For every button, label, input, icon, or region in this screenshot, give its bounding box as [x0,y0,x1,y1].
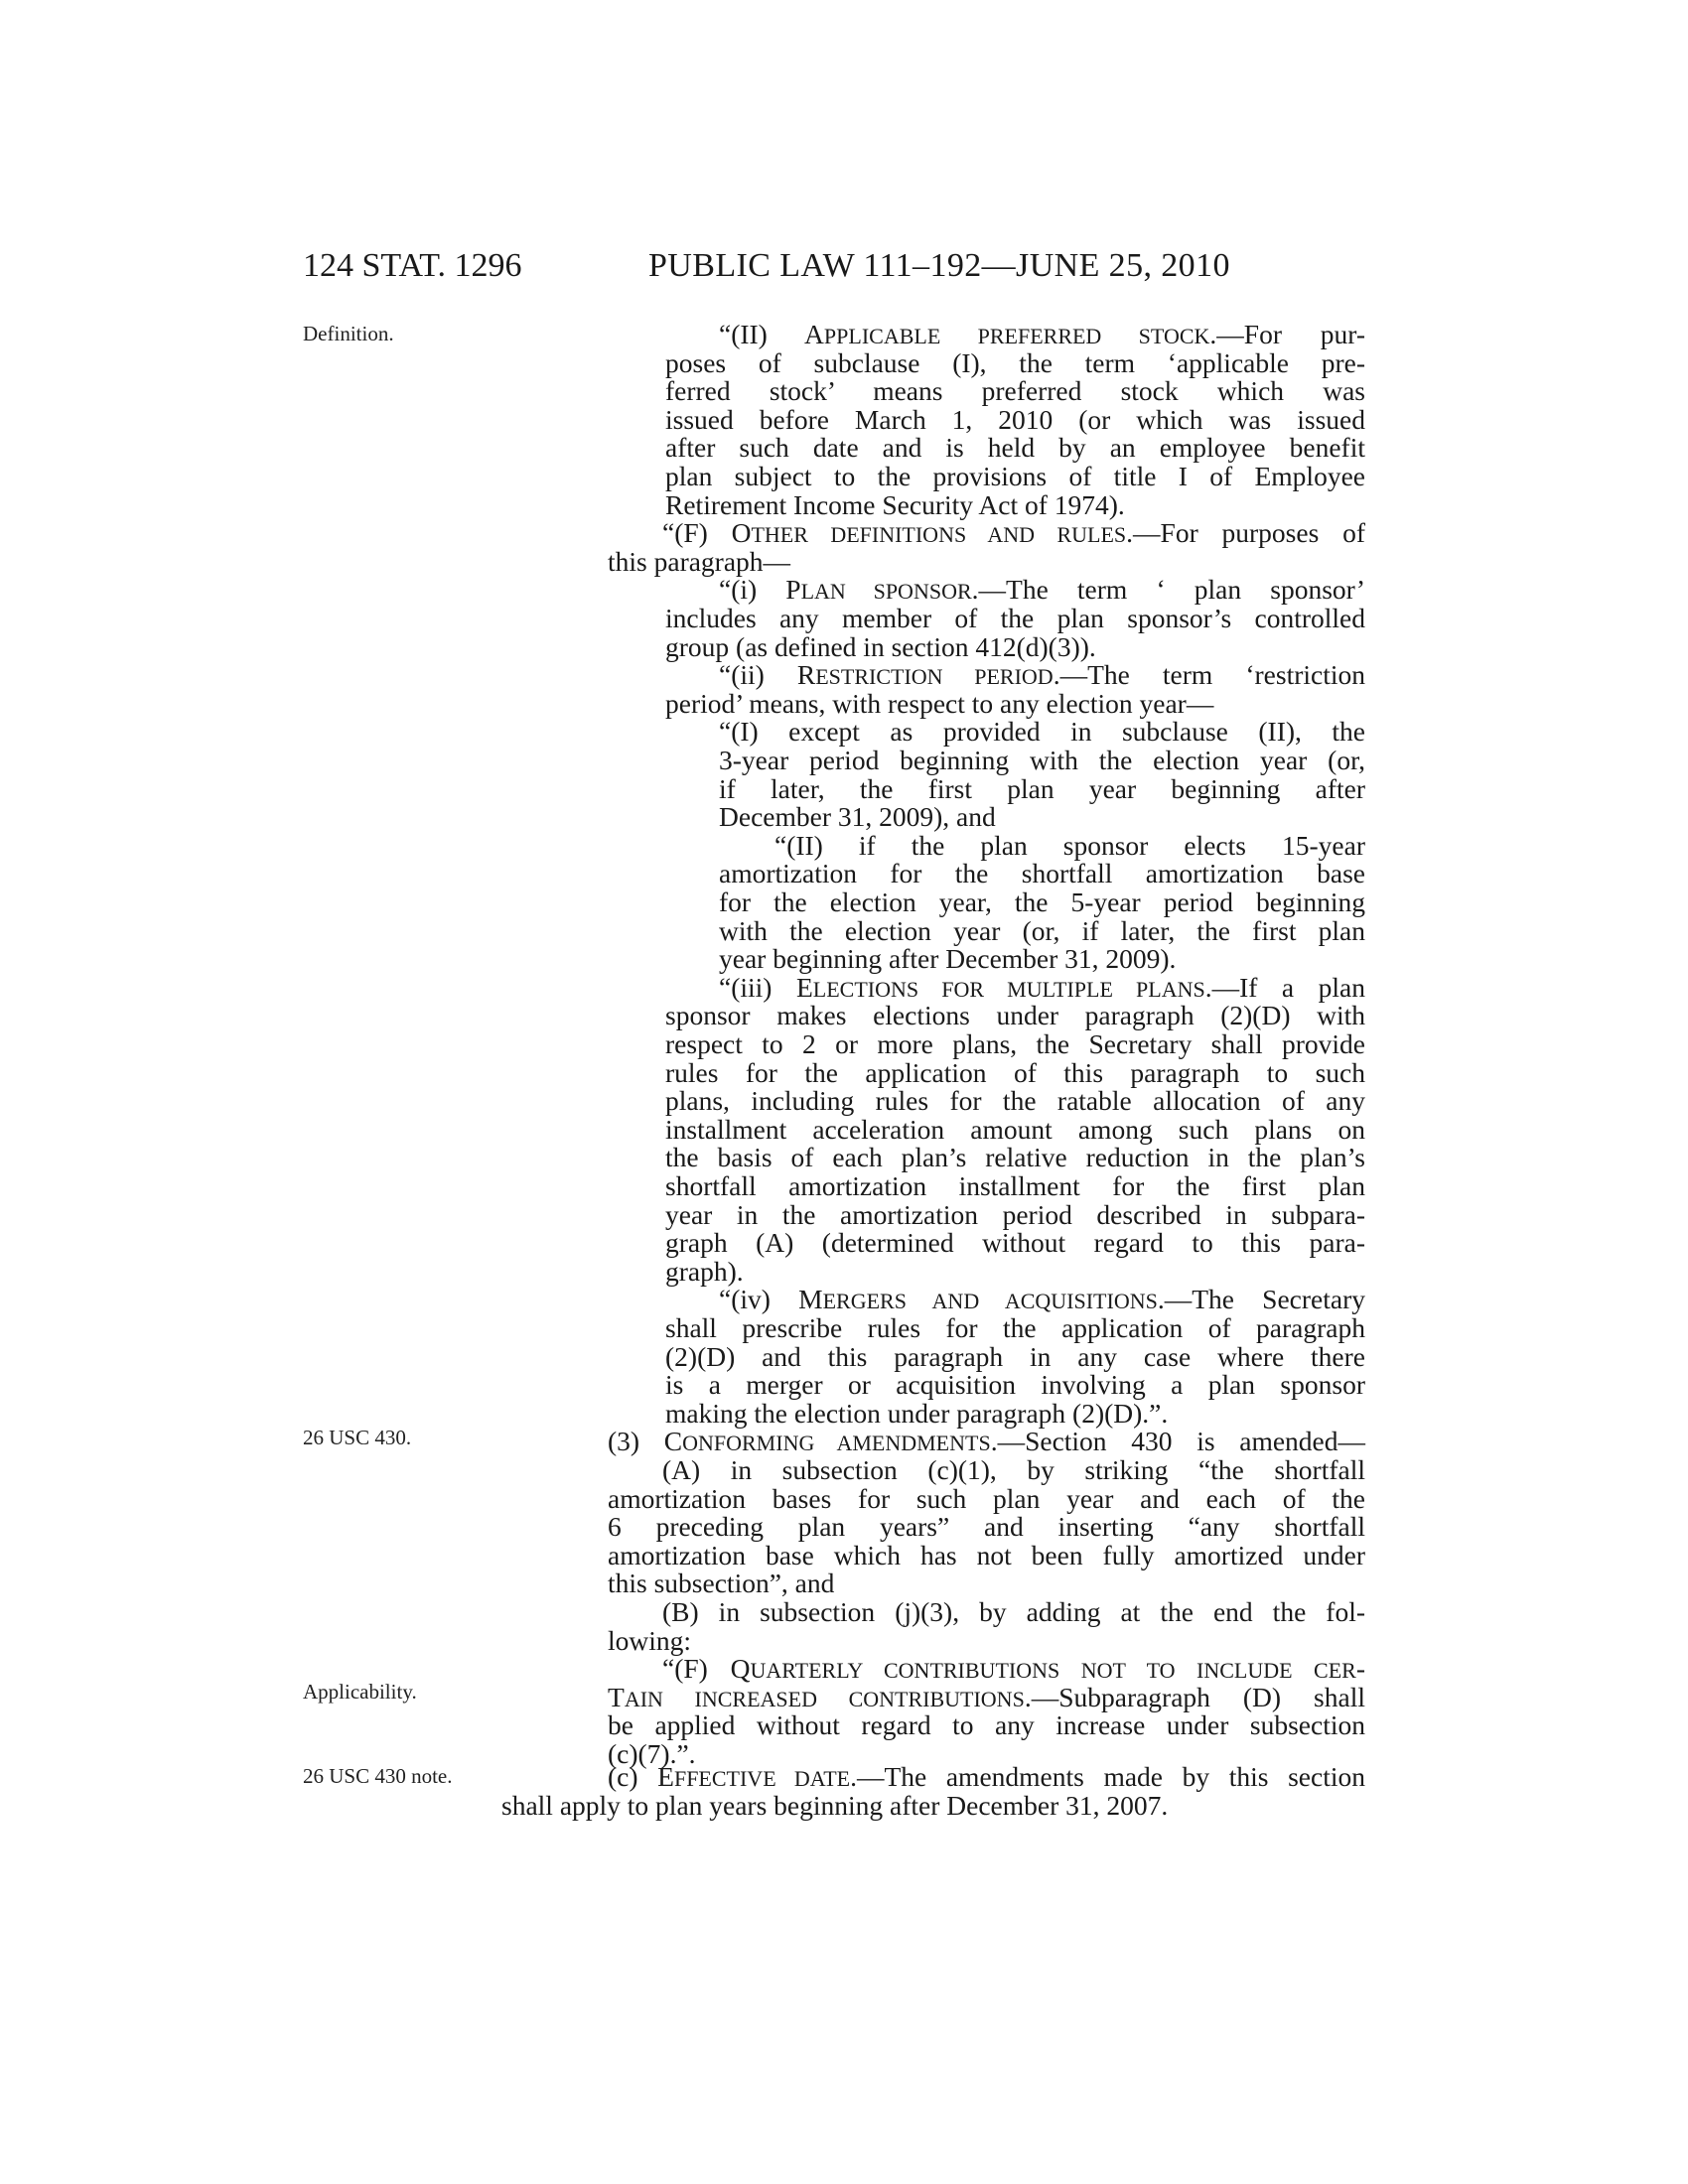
body-line: if later, the first plan year beginning after [719,772,1365,804]
body-line: making the election under paragraph (2)(D).”. [665,1397,1169,1429]
body-line: 3-year period beginning with the election year (or, [719,745,1365,775]
body-line: plans, including rules for the ratable allocation of any [665,1085,1365,1117]
body-line: the basis of each plan’s relative reduction in the plan’s [665,1142,1365,1173]
body-line: amortization base which has not been fully amortized under [608,1539,1365,1570]
body-line: amortization for the shortfall amortization base [719,858,1365,889]
body-line: issued before March 1, 2010 (or which was issued [665,403,1365,435]
body-line: ferred stock’ means preferred stock which was [665,375,1365,407]
body-line: rules for the application of this paragraph to such [665,1056,1365,1088]
body-line: be applied without regard to any increase under subsection [608,1709,1365,1741]
body-line: after such date and is held by an employee benefit [665,432,1365,464]
body-line: (A) in subsection (c)(1), by striking “the shortfall [662,1454,1365,1485]
body-line: “(iv) MERGERS AND ACQUISITIONS.—The Secretary [719,1284,1365,1315]
public-law-title: PUBLIC LAW 111–192—JUNE 25, 2010 [648,247,1230,284]
body-line: installment acceleration amount among such plans on [665,1113,1365,1145]
body-line: “(F) QUARTERLY CONTRIBUTIONS NOT TO INCLUDE CER- [662,1653,1365,1685]
body-line: shall prescribe rules for the application of paragraph [665,1312,1365,1343]
body-line: lowing: [608,1624,692,1656]
body-line: with the election year (or, if later, the first plan [719,914,1365,946]
body-line: “(I) except as provided in subclause (II), the [719,716,1365,748]
body-line: respect to 2 or more plans, the Secretary shall provide [665,1028,1365,1059]
margin-note-usc-430: 26 USC 430. [303,1426,412,1449]
body-line: graph (A) (determined without regard to this para- [665,1227,1365,1259]
margin-note-definition: Definition. [303,322,394,345]
body-line: poses of subclause (I), the term ‘applicable pre- [665,346,1365,378]
margin-note-applicability: Applicability. [303,1680,417,1704]
body-line: (B) in subsection (j)(3), by adding at the end the fol- [662,1596,1365,1627]
body-line: (c) EFFECTIVE DATE.—The amendments made by this section [608,1761,1365,1792]
body-line: shall apply to plan years beginning after December 31, 2007. [501,1790,1169,1821]
body-line: for the election year, the 5-year period beginning [719,887,1365,917]
body-line: “(II) APPLICABLE PREFERRED STOCK.—For pur- [719,319,1365,349]
body-line: amortization bases for such plan year and each of the [608,1482,1365,1514]
body-line: TAIN INCREASED CONTRIBUTIONS.—Subparagraph (D) shall [608,1681,1365,1712]
body-line: plan subject to the provisions of title I of Employee [665,461,1365,491]
body-line: this subsection”, and [608,1568,835,1599]
body-line: year in the amortization period described in subpara- [665,1198,1365,1230]
body-line: includes any member of the plan sponsor’s controlled [665,603,1365,633]
page-header [303,246,1395,296]
body-line: sponsor makes elections under paragraph (2)(D) with [665,1000,1365,1031]
body-line: “(ii) RESTRICTION PERIOD.—The term ‘restriction [719,659,1365,691]
statute-reference: 124 STAT. 1296 [303,247,522,284]
body-line: “(F) OTHER DEFINITIONS AND RULES.—For purposes of [662,517,1365,549]
body-line: (c)(7).”. [608,1738,696,1769]
body-line: December 31, 2009), and [719,801,996,833]
body-line: “(i) PLAN SPONSOR.—The term ‘ plan sponsor’ [719,574,1365,606]
body-line: this paragraph— [608,545,791,577]
body-line: graph). [665,1255,744,1287]
body-line: (2)(D) and this paragraph in any case where there [665,1340,1365,1372]
body-line: “(iii) ELECTIONS FOR MULTIPLE PLANS.—If a plan [719,971,1365,1003]
body-line: shortfall amortization installment for the first plan [665,1170,1365,1201]
body-line: “(II) if the plan sponsor elects 15-year [774,829,1365,861]
margin-note-usc-430-note: 26 USC 430 note. [303,1764,453,1788]
body-line: period’ means, with respect to any election year— [665,687,1214,719]
body-line: is a merger or acquisition involving a plan sponsor [665,1369,1365,1401]
body-line: group (as defined in section 412(d)(3)). [665,630,1096,662]
body-line: Retirement Income Security Act of 1974). [665,488,1125,520]
body-line: year beginning after December 31, 2009). [719,943,1177,975]
body-line: (3) CONFORMING AMENDMENTS.—Section 430 is amended— [608,1426,1365,1457]
body-line: 6 preceding plan years” and inserting “any shortfall [608,1511,1365,1543]
